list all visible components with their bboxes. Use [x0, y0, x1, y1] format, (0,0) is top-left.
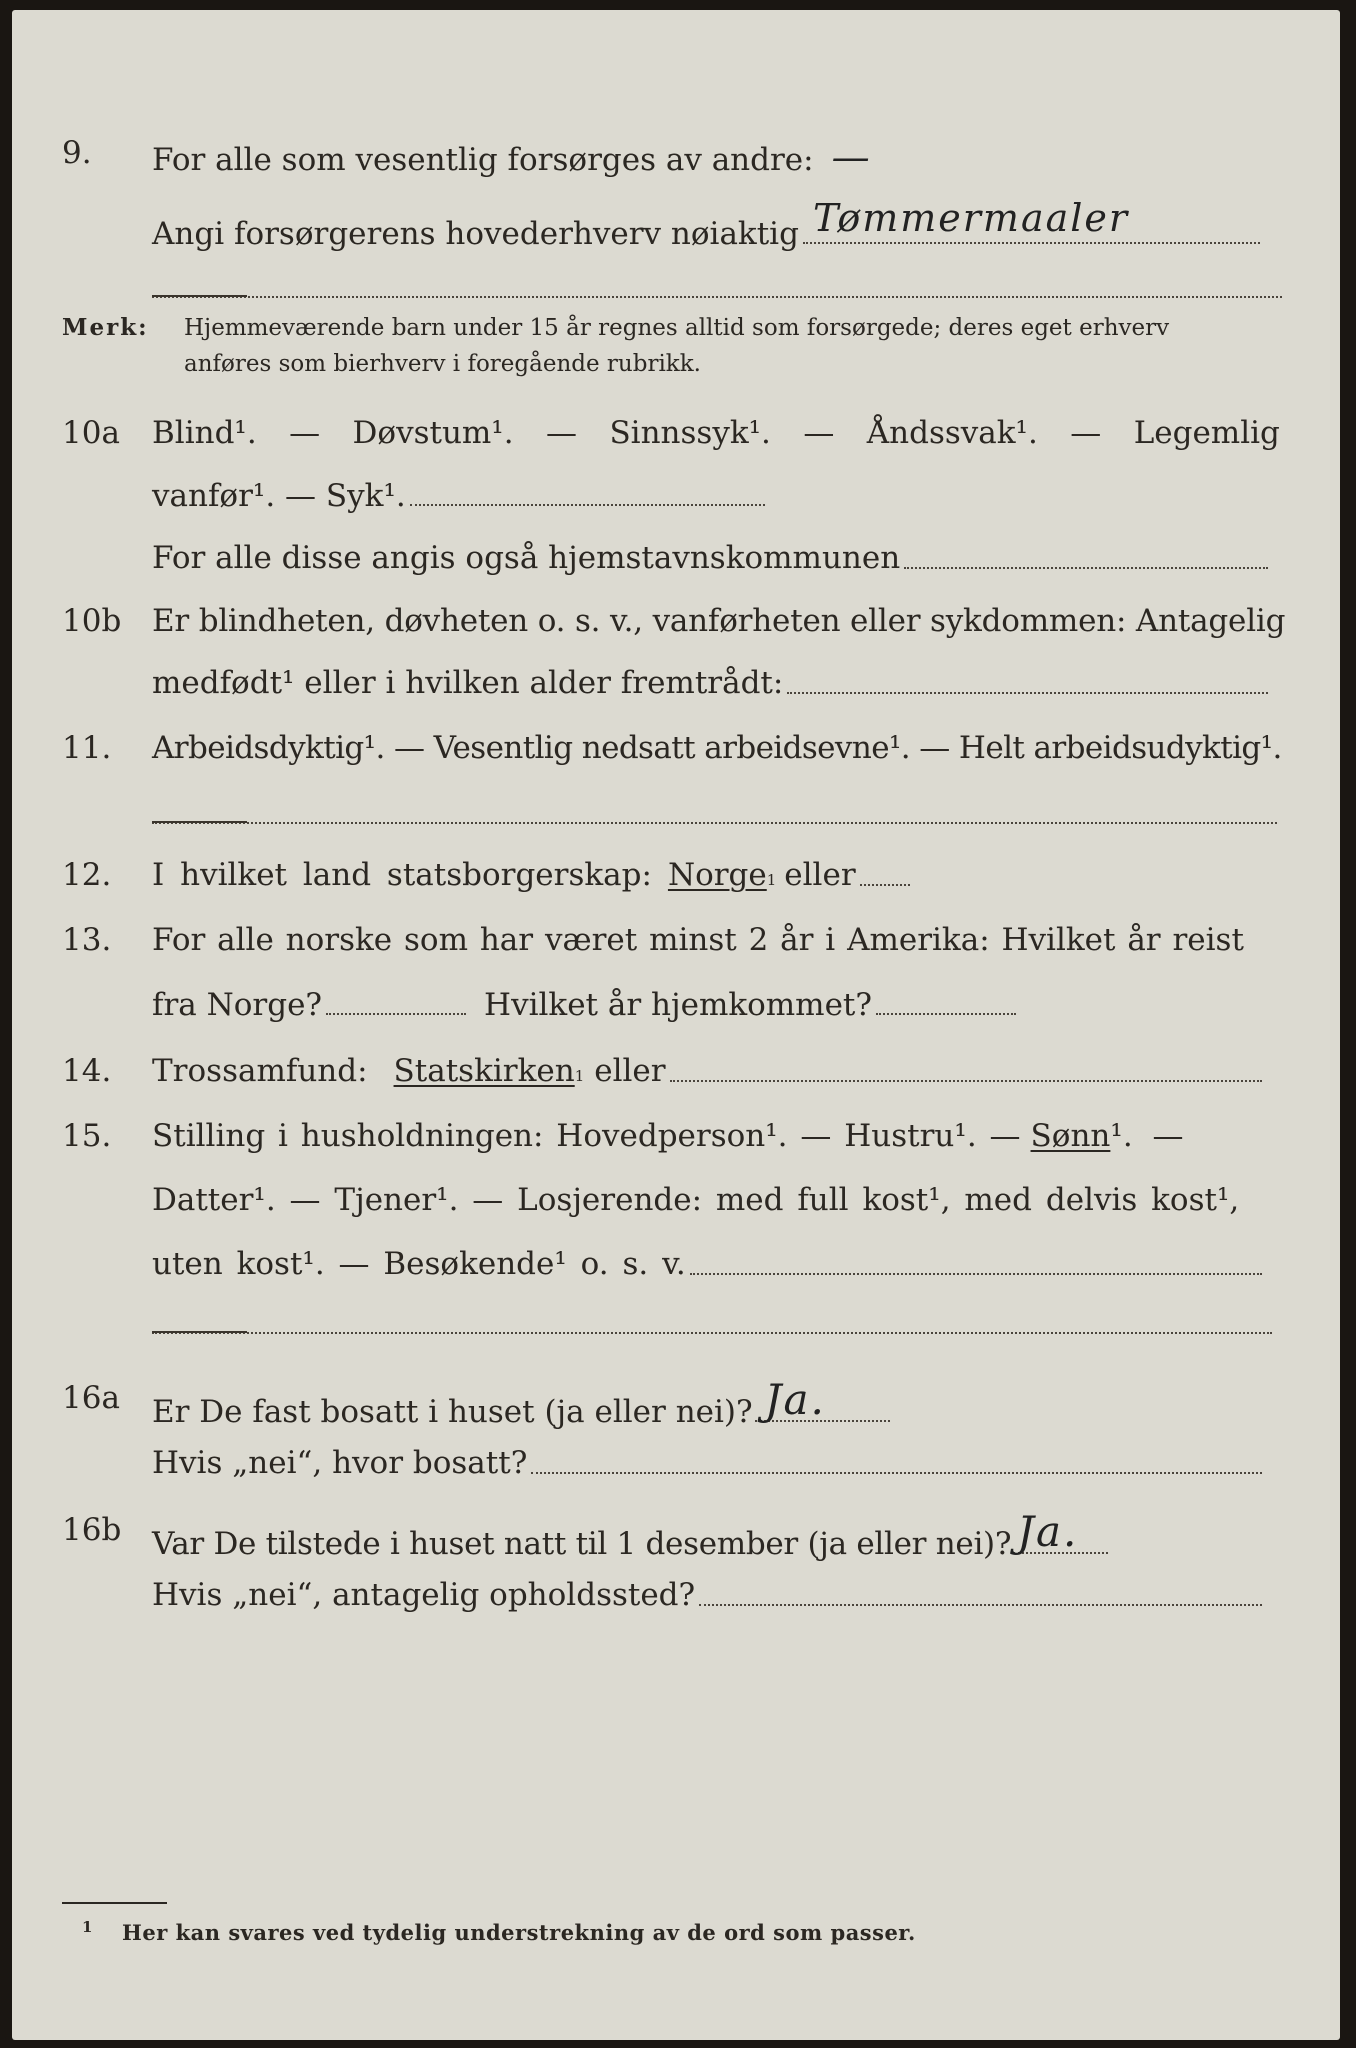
item-number: 11.	[62, 730, 112, 766]
option-sinnssyk[interactable]: Sinnssyk¹.	[609, 415, 771, 451]
hometown-answer-field[interactable]	[904, 567, 1268, 569]
item-number: 15.	[62, 1118, 112, 1154]
where-resident-label: Hvis „nei“, hvor bosatt?	[152, 1445, 528, 1481]
note-line1: Hjemmeværende barn under 15 år regnes alltid som forsørgede; deres eget erhverv	[184, 315, 1170, 341]
religion-label: Trossamfund:	[152, 1053, 368, 1089]
dash: —	[1070, 415, 1102, 451]
hometown-label: For alle disse angis også hjemstavnskommunen	[152, 540, 901, 576]
present-answer-field[interactable]	[1013, 1507, 1108, 1556]
option-vanfor-syk[interactable]: vanfør¹. — Syk¹.	[152, 478, 406, 514]
left-norway-label: fra Norge?	[152, 987, 323, 1023]
onset-answer-field[interactable]	[787, 692, 1268, 694]
item-number: 12.	[62, 857, 112, 893]
citizenship-answer-field[interactable]	[860, 884, 910, 886]
left-year-field[interactable]	[326, 1013, 466, 1015]
option-blind[interactable]: Blind¹.	[152, 415, 257, 451]
option-legemlig[interactable]: Legemlig	[1133, 415, 1280, 451]
household-position-options-2[interactable]: Datter¹. — Tjener¹. — Losjerende: med full kost¹, med delvis kost¹,	[152, 1182, 1240, 1218]
separator-line	[152, 1332, 1272, 1334]
footnote-rule	[62, 1902, 167, 1904]
item-9-occupation-label: Angi forsørgerens hovederhverv nøiaktig	[152, 216, 799, 252]
syk-answer-field[interactable]	[410, 504, 765, 506]
footnote-mark: 1	[574, 1067, 585, 1085]
item-number: 10b	[62, 603, 122, 639]
resident-answer-field[interactable]	[755, 1375, 890, 1424]
census-form-page	[12, 10, 1340, 2040]
item-number: 16b	[62, 1512, 122, 1548]
present-question: Var De tilstede i huset natt til 1 desember (ja eller nei)?	[152, 1526, 1012, 1562]
citizenship-label: I hvilket land statsborgerskap:	[152, 857, 652, 893]
option-statskirken[interactable]: Statskirken	[393, 1053, 575, 1089]
handwritten-answer: Ja.	[764, 1375, 826, 1424]
option-dovstum[interactable]: Døvstum¹.	[352, 415, 514, 451]
stay-location-label: Hvis „nei“, antagelig opholdssted?	[152, 1577, 696, 1613]
separator-line	[152, 822, 1277, 824]
handwritten-occupation: Tømmermaaler	[812, 196, 1130, 240]
separator-line	[152, 296, 1282, 298]
resident-question: Er De fast bosatt i huset (ja eller nei)?	[152, 1394, 753, 1430]
returned-label: Hvilket år hjemkommet?	[484, 987, 873, 1023]
occupation-answer-field[interactable]	[803, 198, 1260, 244]
stay-location-field[interactable]	[699, 1604, 1262, 1606]
footnote-mark: 1	[82, 1918, 93, 1936]
america-question: For alle norske som har været minst 2 år i Amerika: Hvilket år reist	[152, 922, 1244, 958]
item-10b-question: Er blindheten, døvheten o. s. v., vanførheten eller sykdommen: Antagelig	[152, 603, 1286, 639]
household-position-options[interactable]: Stilling i husholdningen: Hovedperson¹. — Hustru¹. —	[152, 1118, 1021, 1154]
eller-label: eller	[594, 1053, 666, 1089]
item-number: 16a	[62, 1380, 120, 1416]
returned-year-field[interactable]	[876, 1013, 1016, 1015]
footnote	[82, 1918, 916, 1945]
option-norge[interactable]: Norge	[667, 857, 767, 893]
item-9-question: For alle som vesentlig forsørges av andre:	[152, 142, 814, 178]
sonn-suffix: ¹. —	[1110, 1118, 1184, 1154]
where-resident-field[interactable]	[531, 1472, 1262, 1474]
handwritten-answer: Ja.	[1017, 1507, 1079, 1556]
work-capacity-options[interactable]: Arbeidsdyktig¹. — Vesentlig nedsatt arbeidsevne¹. — Helt arbeidsudyktig¹.	[152, 730, 1282, 766]
option-andssvak[interactable]: Åndssvak¹.	[866, 415, 1038, 451]
note-label: Merk:	[62, 314, 149, 341]
handwritten-dash: —	[831, 135, 872, 179]
dash: —	[803, 415, 835, 451]
item-number: 9.	[62, 135, 92, 171]
note-line2: anføres som bierhverv i foregående rubrikk.	[184, 351, 701, 377]
household-position-field[interactable]	[690, 1273, 1262, 1275]
footnote-mark: 1	[766, 871, 777, 889]
household-position-options-3[interactable]: uten kost¹. — Besøkende¹ o. s. v.	[152, 1246, 686, 1282]
religion-answer-field[interactable]	[670, 1080, 1262, 1082]
item-number: 14.	[62, 1053, 112, 1089]
footnote-text: Her kan svares ved tydelig understrekning av de ord som passer.	[122, 1920, 916, 1945]
dash: —	[546, 415, 578, 451]
item-number: 10a	[62, 415, 120, 451]
eller-label: eller	[784, 857, 856, 893]
item-number: 13.	[62, 922, 112, 958]
dash: —	[289, 415, 321, 451]
item-10a-options	[152, 415, 1280, 451]
option-sonn[interactable]: Sønn	[1030, 1118, 1111, 1154]
onset-label: medfødt¹ eller i hvilken alder fremtrådt:	[152, 665, 784, 701]
